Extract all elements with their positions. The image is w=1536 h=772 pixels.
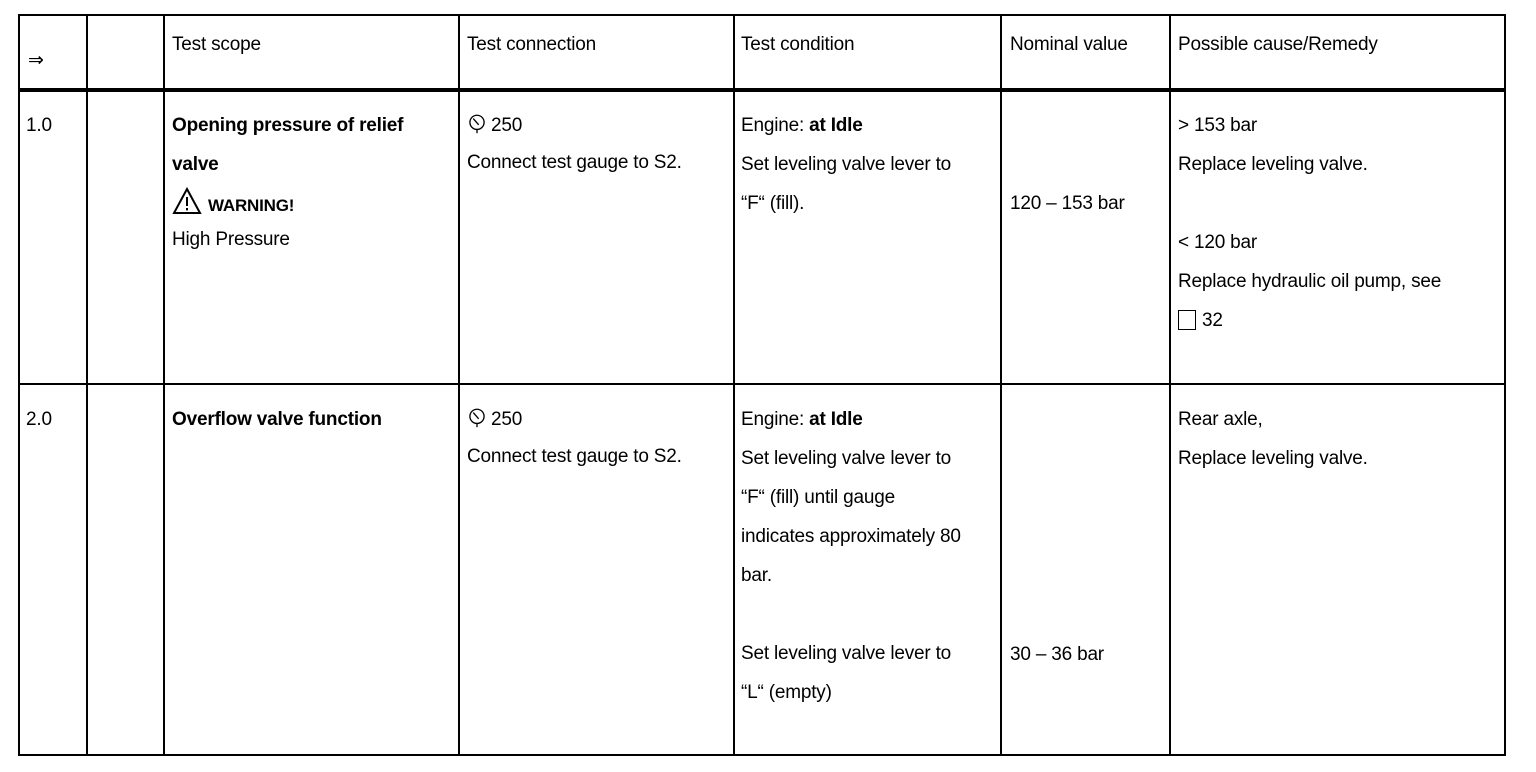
engine-value: at Idle: [809, 409, 863, 430]
cause-threshold: < 120 bar: [1178, 232, 1258, 253]
connection-text: Connect test gauge to S2.: [467, 446, 682, 467]
header-possible-cause: Possible cause/Remedy: [1178, 34, 1378, 55]
warning-label-text: WARNING!: [208, 196, 295, 215]
engine-value: at Idle: [809, 115, 863, 136]
gauge-value: 250: [491, 409, 523, 430]
condition-line: “F“ (fill) until gauge: [741, 487, 895, 508]
condition-line: indicates approximately 80: [741, 526, 961, 547]
cause-reference: [1178, 301, 1441, 340]
condition-line: “L“ (empty): [741, 682, 832, 703]
condition-line: Set leveling valve lever to: [741, 448, 952, 469]
condition-engine: [741, 106, 951, 145]
column-divider: [1169, 16, 1171, 754]
warning-triangle-icon: [172, 187, 202, 215]
header-test-condition: Test condition: [741, 34, 855, 55]
engine-label: Engine:: [741, 409, 810, 430]
gauge-value: 250: [491, 115, 523, 136]
test-condition: [741, 400, 961, 712]
connection-text: Connect test gauge to S2.: [467, 152, 682, 173]
header-arrow: ⇒: [28, 50, 44, 71]
header-divider: [20, 88, 1504, 92]
scope-title-line: Overflow valve function: [172, 409, 382, 430]
column-divider: [163, 16, 165, 754]
column-divider: [86, 16, 88, 754]
test-connection: [467, 400, 682, 476]
test-scope: [172, 106, 403, 259]
column-divider: [458, 16, 460, 754]
cause-remedy: Replace hydraulic oil pump, see: [1178, 271, 1442, 292]
cause-spacer: [1178, 184, 1441, 223]
nominal-value: 120 – 153 bar: [1010, 193, 1125, 214]
row-number: 1.0: [26, 115, 52, 136]
condition-spacer: [741, 595, 961, 634]
test-condition: [741, 106, 951, 223]
possible-cause: [1178, 106, 1441, 340]
condition-engine: [741, 400, 961, 439]
cause-remedy: Replace leveling valve.: [1178, 448, 1368, 469]
reference-page: 32: [1202, 310, 1223, 331]
nominal-value: 30 – 36 bar: [1010, 644, 1104, 665]
gauge-line: [467, 106, 682, 145]
header-test-scope: Test scope: [172, 34, 261, 55]
column-divider: [1000, 16, 1002, 754]
scope-title-line: Opening pressure of relief: [172, 115, 404, 136]
cause-threshold: > 153 bar: [1178, 115, 1258, 136]
test-scope: [172, 400, 382, 439]
column-divider: [733, 16, 735, 754]
condition-line: Set leveling valve lever to: [741, 643, 952, 664]
condition-line: “F“ (fill).: [741, 193, 805, 214]
test-table: [18, 14, 1506, 756]
scope-title-line: valve: [172, 154, 219, 175]
possible-cause: [1178, 400, 1368, 478]
manual-reference-icon: [1178, 310, 1196, 330]
pressure-gauge-icon: [467, 114, 487, 134]
row-number: 2.0: [26, 409, 52, 430]
pressure-gauge-icon: [467, 408, 487, 428]
header-nominal-value: Nominal value: [1010, 34, 1128, 55]
cause-remedy: Replace leveling valve.: [1178, 154, 1368, 175]
row-divider: [20, 383, 1504, 385]
header-test-connection: Test connection: [467, 34, 597, 55]
warning-text: High Pressure: [172, 229, 290, 250]
condition-line: Set leveling valve lever to: [741, 154, 952, 175]
cause-remedy: Rear axle,: [1178, 409, 1263, 430]
test-connection: [467, 106, 682, 182]
condition-line: bar.: [741, 565, 772, 586]
gauge-line: [467, 400, 682, 439]
engine-label: Engine:: [741, 115, 810, 136]
